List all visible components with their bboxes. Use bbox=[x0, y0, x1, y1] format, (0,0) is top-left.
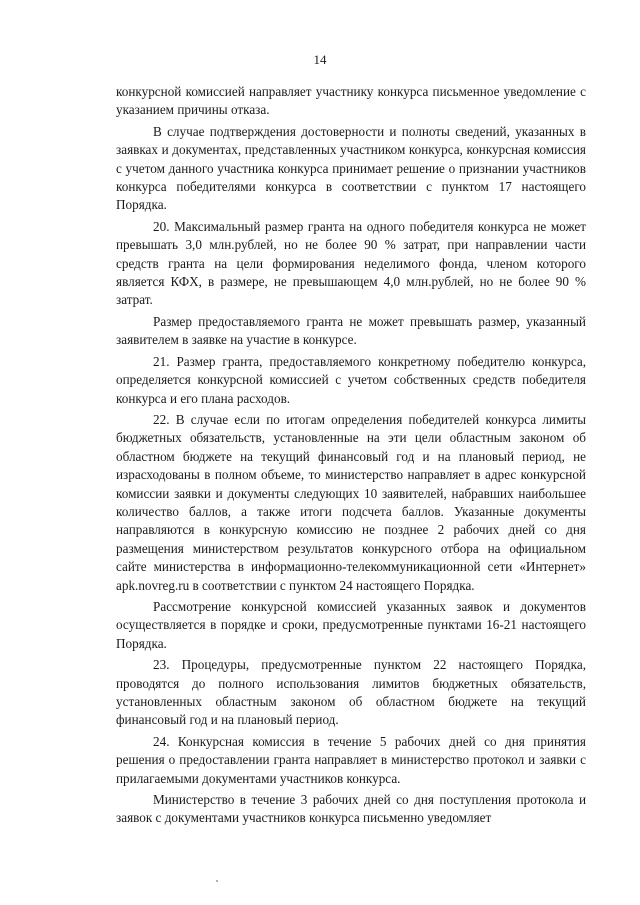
paragraph: Министерство в течение 3 рабочих дней со дня поступления протокола и заявок с документами участников конкурса письменно уведомляет bbox=[116, 792, 586, 826]
paragraph-item-21: 21. Размер гранта, предоставляемого конкретному победителю конкурса, определяется конкурсной комиссией с учетом собственных средств победителя конкурса и его плана расходов. bbox=[116, 353, 586, 406]
paragraph: Рассмотрение конкурсной комиссией указанных заявок и документов осуществляется в порядке и сроки, предусмотренные пунктами 16-21 настоящего Порядка. bbox=[116, 598, 586, 651]
page-number: 14 bbox=[313, 52, 327, 67]
document-body bbox=[116, 83, 586, 831]
paragraph-item-24: 24. Конкурсная комиссия в течение 5 рабочих дней со дня принятия решения о предоставлении гранта направляет в министерство протокол и заявки с прилагаемыми документами участников конкурса. bbox=[116, 733, 586, 786]
scan-speck bbox=[216, 880, 218, 882]
paragraph-item-22: 22. В случае если по итогам определения победителей конкурса лимиты бюджетных обязательств, установленные на эти цели областным законом об областном бюджете на текущий финансовый год и на плановый период, не израсходованы в полном объеме, то министерство направляет в адрес конкурсной комиссии заявки и документы следующих 10 заявителей, набравших наибольшее количество баллов, а также итоги подсчета баллов. Указанные документы направляются в конкурсную комиссию не позднее 2 рабочих дней со дня размещения министерством результатов конкурсного отбора на официальном сайте министерства в информационно-телекоммуникационной сети «Интернет» apk.novreg.ru в соответствии с пунктом 24 настоящего Порядка. bbox=[116, 411, 586, 593]
paragraph-continuation: конкурсной комиссией направляет участнику конкурса письменное уведомление с указанием причины отказа. bbox=[116, 84, 586, 118]
paragraph-item-23: 23. Процедуры, предусмотренные пунктом 22 настоящего Порядка, проводятся до полного использования лимитов бюджетных обязательств, установленных областным законом об областном бюджете на текущий финансовый год и на плановый период. bbox=[116, 657, 586, 728]
paragraph: Размер предоставляемого гранта не может превышать размер, указанный заявителем в заявке на участие в конкурсе. bbox=[116, 313, 586, 348]
paragraph: В случае подтверждения достоверности и полноты сведений, указанных в заявках и документах, представленных участником конкурса, конкурсная комиссия с учетом данного участника конкурса принимает решение о признании участников конкурса победителями конкурса в соответствии с пунктом 17 настоящего Порядка. bbox=[116, 123, 586, 213]
paragraph-item-20: 20. Максимальный размер гранта на одного победителя конкурса не может превышать 3,0 млн.рублей, но не более 90 % затрат, при направлении части средств гранта на цели формирования неделимого фонда, членом которого является КФХ, в размере, не превышающем 4,0 млн.рублей, но не более 90 % затрат. bbox=[116, 218, 586, 308]
